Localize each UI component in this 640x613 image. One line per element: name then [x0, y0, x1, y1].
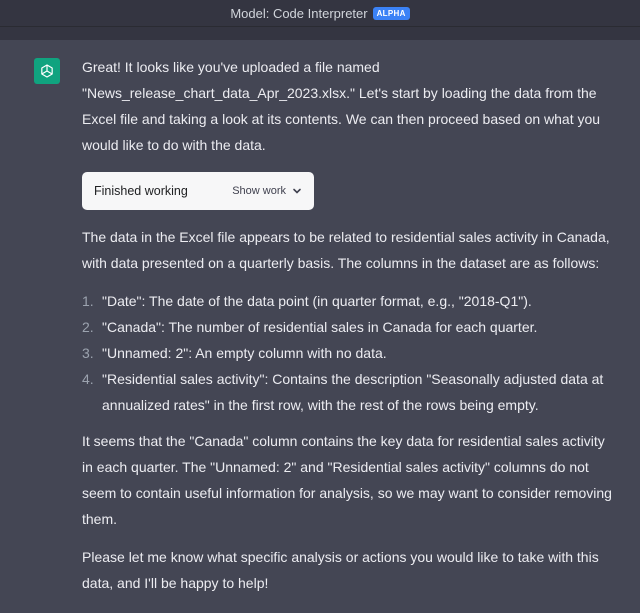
show-work-button[interactable]	[232, 178, 302, 204]
list-item	[82, 366, 612, 418]
list-text: "Unnamed: 2": An empty column with no data.	[102, 345, 387, 361]
chevron-down-icon	[292, 186, 302, 196]
list-number: 2.	[82, 319, 94, 335]
intro-paragraph: Great! It looks like you've uploaded a file named "News_release_chart_data_Apr_2023.xlsx." Let's start by loading the data from the Excel file and taking a look at its contents. We can then proceed based on what you would like to do with the data.	[82, 59, 601, 153]
openai-logo-icon	[34, 58, 60, 84]
show-work-label: Show work	[232, 185, 286, 197]
closing-paragraph: Please let me know what specific analysis or actions you would like to take with this data, and I'll be happy to help!	[82, 549, 599, 591]
code-tool-panel	[82, 172, 314, 210]
list-item	[82, 288, 612, 314]
list-number: 4.	[82, 371, 94, 387]
list-text: "Date": The date of the data point (in quarter format, e.g., "2018-Q1").	[102, 293, 532, 309]
list-number: 1.	[82, 293, 94, 309]
model-label: Model: Code Interpreter	[230, 5, 368, 21]
list-item	[82, 314, 612, 340]
columns-list	[82, 288, 612, 418]
tool-status: Finished working	[94, 184, 188, 198]
alpha-badge: ALPHA	[373, 7, 410, 20]
list-item	[82, 340, 612, 366]
analysis-paragraph: It seems that the "Canada" column contains the key data for residential sales activity in each quarter. The "Unnamed: 2" and "Residential sales activity" columns do not seem to contain useful information for analysis, so we may want to consider removing them.	[82, 433, 612, 527]
dataset-description: The data in the Excel file appears to be related to residential sales activity in Canada, with data presented on a quarterly basis. The columns in the dataset are as follows:	[82, 229, 610, 271]
message-content	[82, 54, 612, 608]
list-text: "Residential sales activity": Contains the description "Seasonally adjusted data at annualized rates" in the first row, with the rest of the rows being empty.	[102, 371, 604, 413]
assistant-message	[0, 40, 640, 613]
list-number: 3.	[82, 345, 94, 361]
list-text: "Canada": The number of residential sales in Canada for each quarter.	[102, 319, 538, 335]
model-header	[0, 0, 640, 27]
